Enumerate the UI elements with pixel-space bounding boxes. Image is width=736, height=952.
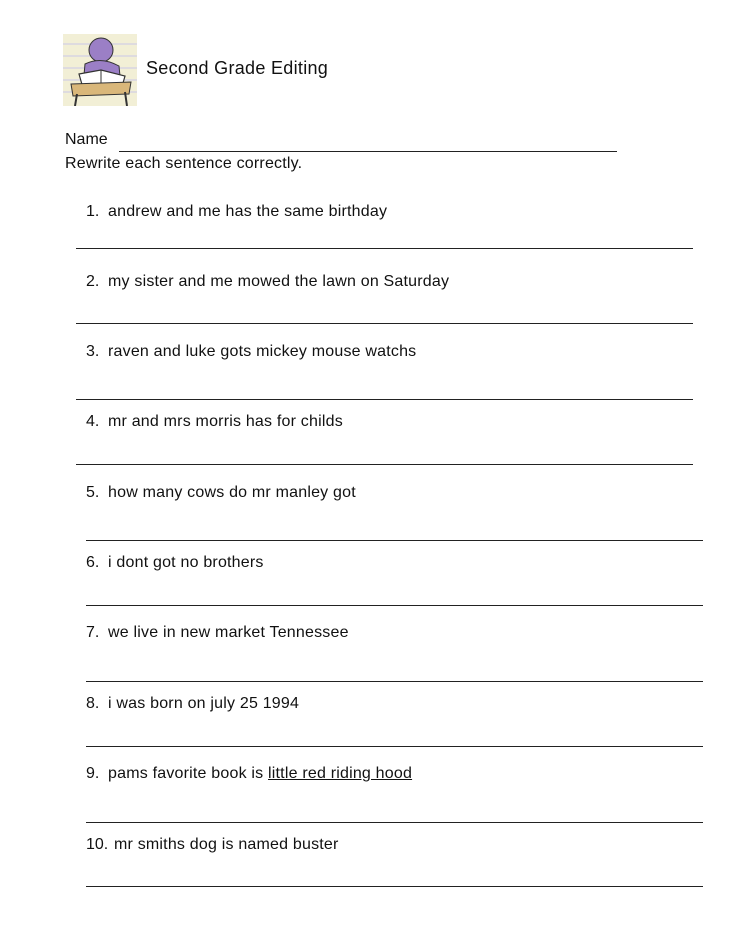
- answer-line[interactable]: [76, 323, 693, 324]
- answer-line[interactable]: [76, 464, 693, 465]
- book-title-underlined: little red riding hood: [268, 765, 413, 782]
- exercise-sentence: i dont got no brothers: [108, 554, 264, 571]
- sentence-text: pams favorite book is: [108, 765, 269, 782]
- exercise-number: 1.: [86, 203, 100, 220]
- child-reading-book-icon: [63, 34, 137, 106]
- name-label: Name: [65, 131, 108, 148]
- answer-line[interactable]: [86, 605, 703, 606]
- exercise-number: 5.: [86, 484, 100, 501]
- exercise-sentence: andrew and me has the same birthday: [108, 203, 388, 220]
- answer-line[interactable]: [76, 248, 693, 249]
- exercise-number: 8.: [86, 695, 100, 712]
- exercise-sentence: how many cows do mr manley got: [108, 484, 356, 501]
- answer-line[interactable]: [86, 681, 703, 682]
- answer-line[interactable]: [86, 886, 703, 887]
- exercise-number: 7.: [86, 624, 100, 641]
- answer-line[interactable]: [86, 746, 703, 747]
- exercise-sentence: raven and luke gots mickey mouse watchs: [108, 343, 417, 360]
- exercise-sentence: mr smiths dog is named buster: [114, 836, 339, 853]
- exercise-number: 4.: [86, 413, 100, 430]
- exercise-sentence: [108, 765, 412, 783]
- exercise-number: 10.: [86, 836, 109, 853]
- exercise-sentence: my sister and me mowed the lawn on Saturday: [108, 273, 450, 290]
- answer-line[interactable]: [76, 399, 693, 400]
- exercise-sentence: mr and mrs morris has for childs: [108, 413, 343, 430]
- exercise-number: 3.: [86, 343, 100, 360]
- worksheet-title: Second Grade Editing: [146, 58, 329, 78]
- instructions: Rewrite each sentence correctly.: [65, 155, 303, 172]
- exercise-number: 9.: [86, 765, 100, 782]
- exercise-sentence: we live in new market Tennessee: [108, 624, 349, 641]
- name-answer-line[interactable]: [119, 151, 617, 152]
- answer-line[interactable]: [86, 540, 703, 541]
- answer-line[interactable]: [86, 822, 703, 823]
- exercise-number: 2.: [86, 273, 100, 290]
- exercise-sentence: i was born on july 25 1994: [108, 695, 300, 712]
- exercise-number: 6.: [86, 554, 100, 571]
